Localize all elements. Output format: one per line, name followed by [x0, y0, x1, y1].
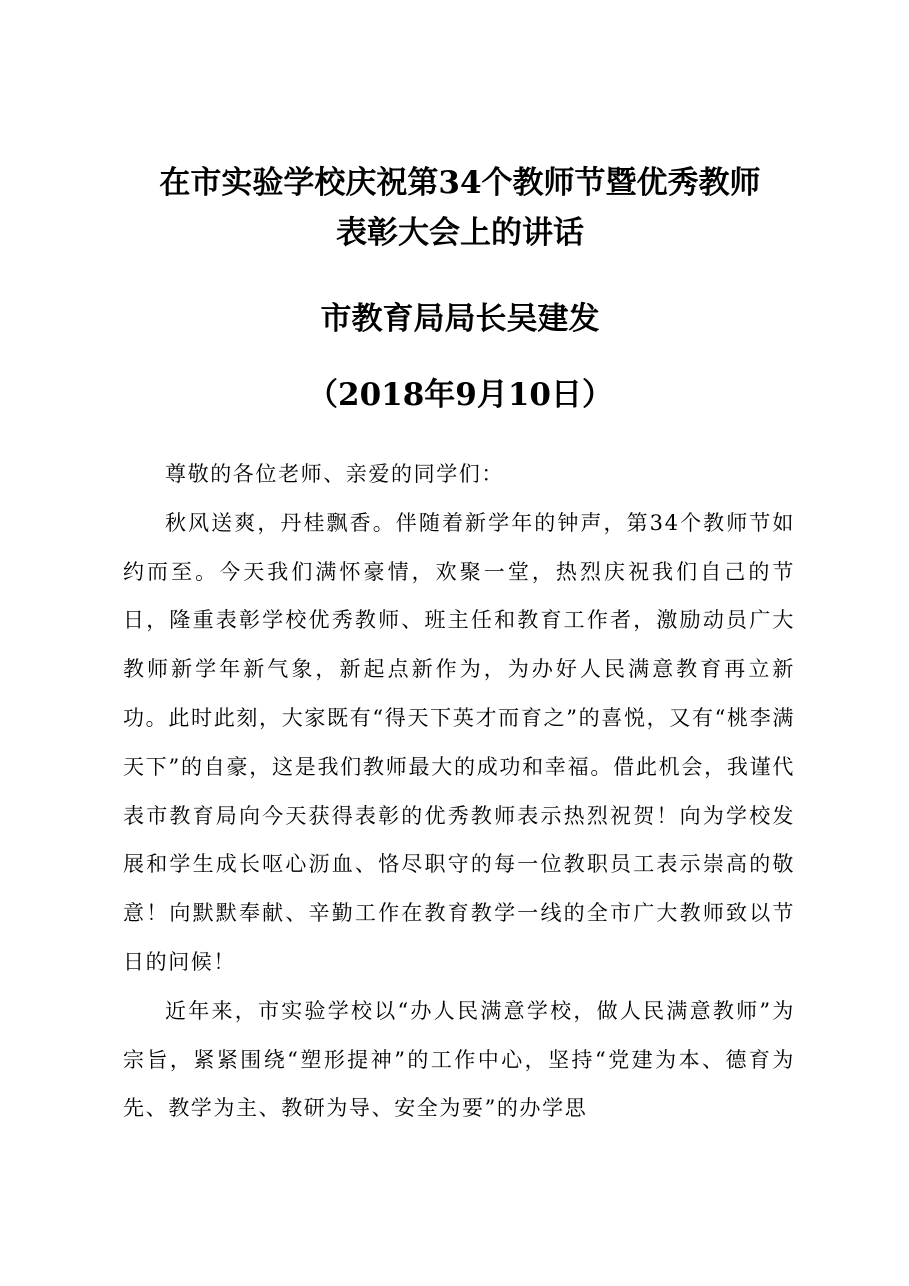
body-paragraph: 近年来，市实验学校以“办人民满意学校，做人民满意教师”为宗旨，紧紧围绕“塑形提神”的工作中心，坚持“党建为本、德育为先、教学为主、教研为导、安全为要”的办学思: [123, 998, 795, 1121]
document-title-line-1: 在市实验学校庆祝第34个教师节暨优秀教师: [159, 165, 761, 201]
speech-body: [123, 450, 795, 1133]
speaker-name: 市教育局局长吴建发: [320, 301, 600, 337]
body-paragraph: 秋风送爽，丹桂飘香。伴随着新学年的钟声，第34个教师节如约而至。今天我们满怀豪情，欢聚一堂，热烈庆祝我们自己的节日，隆重表彰学校优秀教师、班主任和教育工作者，激励动员广大教师新学年新气象，新起点新作为，为办好人民满意教育再立新功。此时此刻，大家既有“得天下英才而育之”的喜悦，又有“桃李满天下”的自豪，这是我们教师最大的成功和幸福。借此机会，我谨代表市教育局向今天获得表彰的优秀教师表示热烈祝贺！向为学校发展和学生成长呕心沥血、恪尽职守的每一位教职员工表示崇高的敬意！向默默奉献、辛勤工作在教育教学一线的全市广大教师致以节日的问候！: [123, 510, 795, 974]
speech-date: （2018年9月10日）: [307, 377, 613, 413]
salutation-paragraph: 尊敬的各位老师、亲爱的同学们：: [165, 462, 504, 486]
document-title-line-2: 表彰大会上的讲话: [336, 215, 584, 251]
